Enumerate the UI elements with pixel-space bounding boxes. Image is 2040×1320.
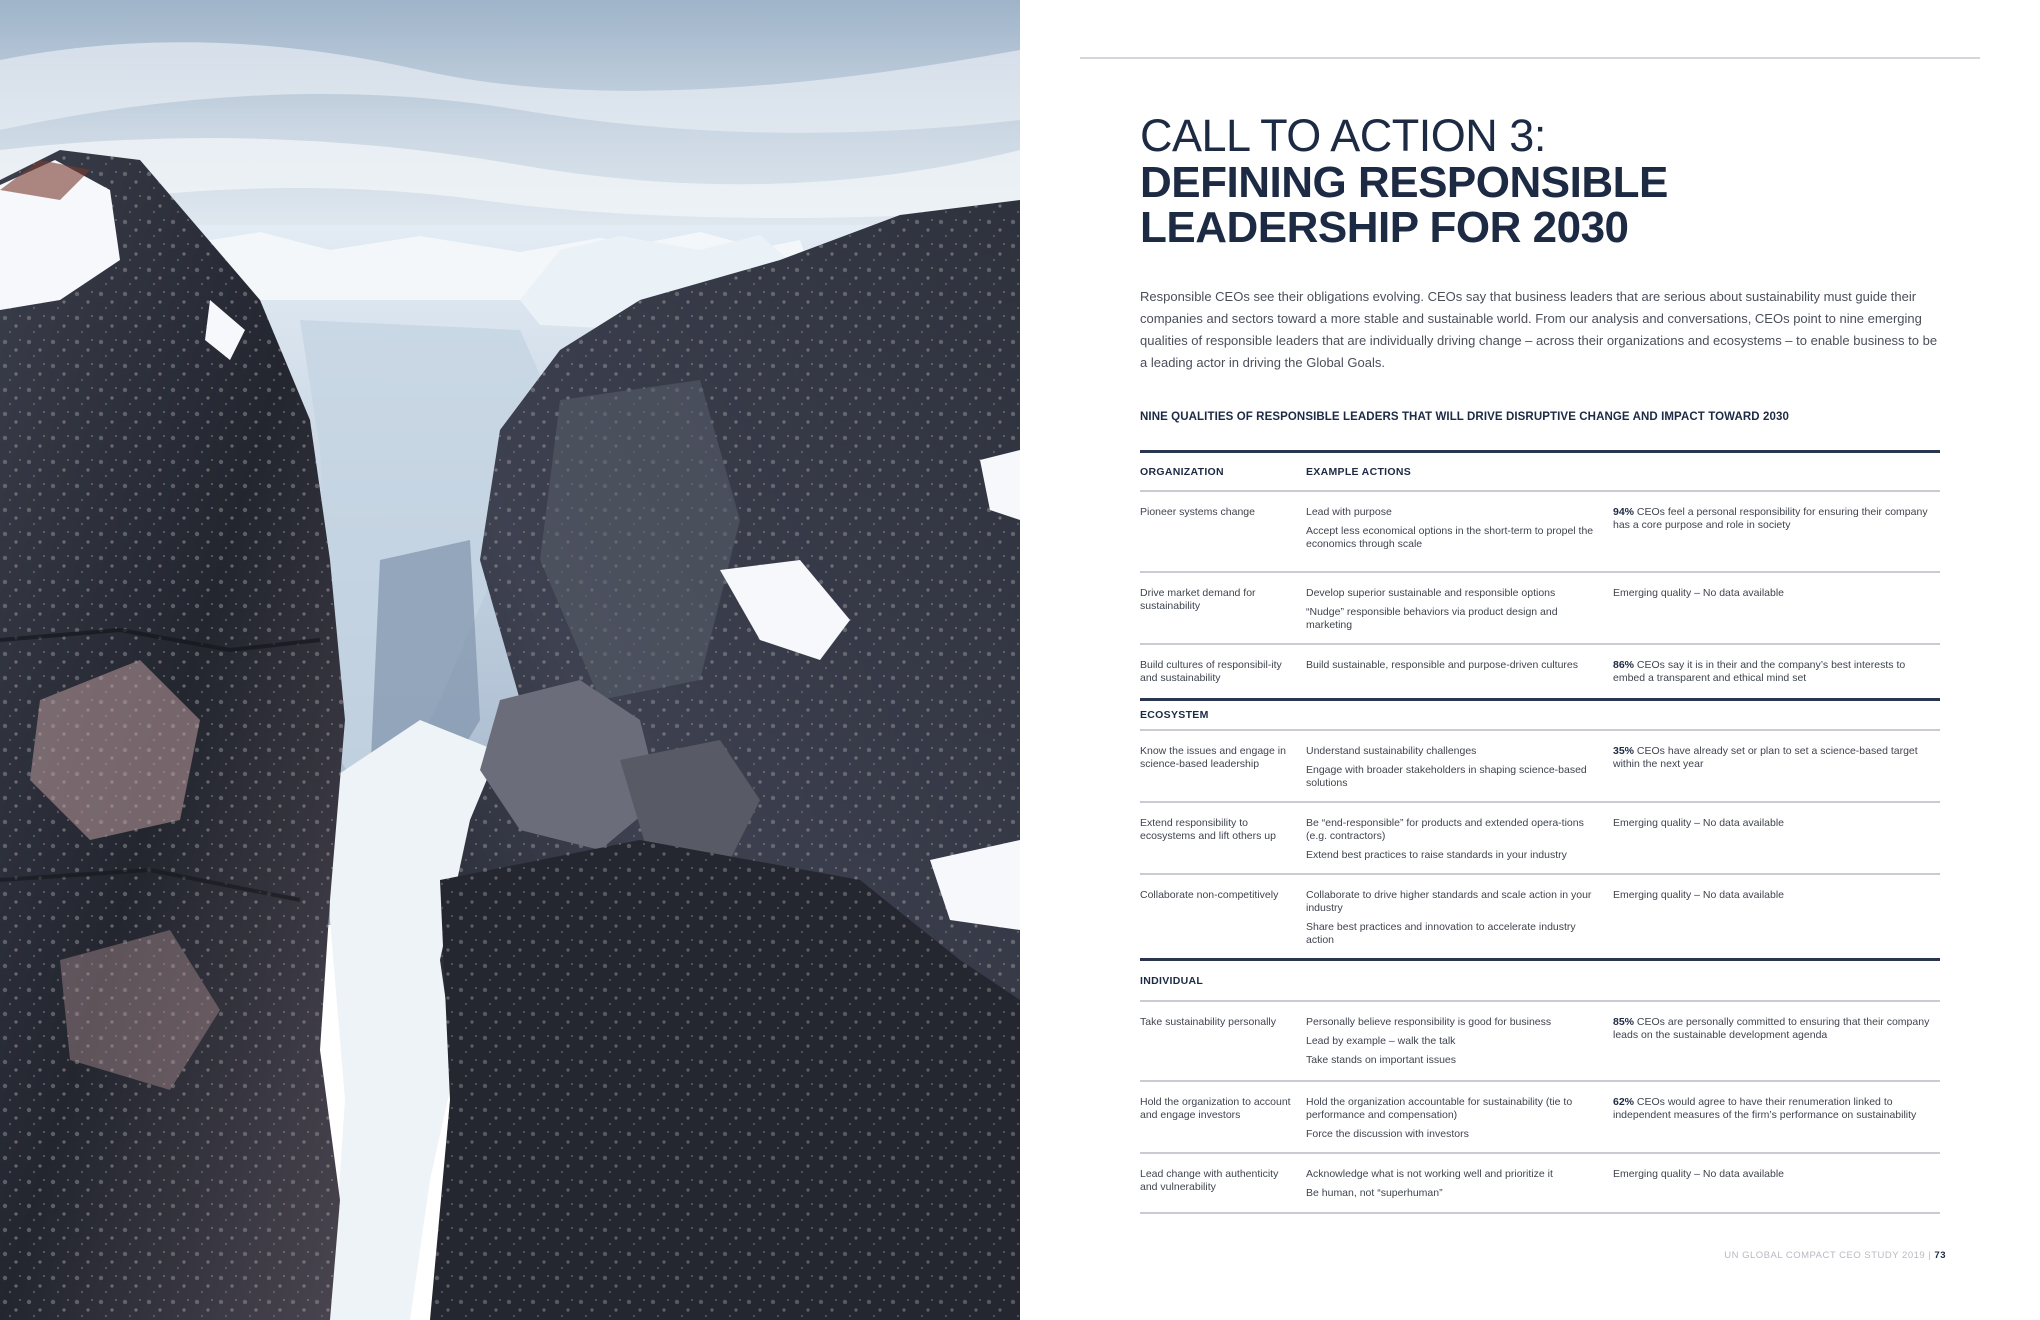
intro-paragraph: Responsible CEOs see their obligations evolving. CEOs say that business leaders that are serious about sustainability must guide their companies and sectors toward a more stable and sustainable world. From our analysis and conversations, CEOs point to nine emerging qualities of responsible leaders that are individually driving change – across their organizations and ecosystems – to enable business to be a leading actor in driving the Global Goals. — [1140, 289, 1938, 370]
actions-cell — [1306, 803, 1613, 862]
section-heading-ecosystem — [1140, 701, 1940, 729]
quality-cell: Take sustainability personally — [1140, 1016, 1276, 1028]
stat-value: 94% — [1613, 506, 1635, 518]
action-item: Engage with broader stakeholders in shaping science-based solutions — [1306, 764, 1587, 789]
table-row — [1140, 645, 1940, 698]
actions-cell — [1306, 731, 1613, 790]
action-item: Be “end-responsible” for products and extended opera-tions (e.g. contractors) — [1306, 817, 1584, 842]
actions-cell — [1306, 1002, 1613, 1067]
quality-cell: Hold the organization to account and engage investors — [1140, 1096, 1291, 1121]
publication-name: UN GLOBAL COMPACT CEO STUDY 2019 — [1724, 1250, 1926, 1261]
stat-text: CEOs would agree to have their renumeration linked to independent measures of the firm’s performance on sustainability — [1613, 1096, 1917, 1121]
stat-cell — [1613, 731, 1940, 771]
action-item: Lead with purpose — [1306, 506, 1392, 518]
quality-cell: Extend responsibility to ecosystems and lift others up — [1140, 817, 1276, 842]
quality-cell: Drive market demand for sustainability — [1140, 587, 1256, 612]
actions-cell — [1306, 645, 1613, 672]
section-label: ECOSYSTEM — [1140, 709, 1209, 721]
stat-cell — [1613, 803, 1940, 830]
actions-cell — [1306, 573, 1613, 632]
action-item: Collaborate to drive higher standards and scale action in your industry — [1306, 889, 1592, 914]
table-row — [1140, 1082, 1940, 1152]
table-row — [1140, 875, 1940, 958]
heading-title-line1: DEFINING RESPONSIBLE — [1140, 158, 1668, 207]
stat-value: 62% — [1613, 1096, 1635, 1108]
actions-cell — [1306, 1082, 1613, 1141]
stat-text: CEOs have already set or plan to set a science-based target within the next year — [1613, 745, 1918, 770]
table-header-row — [1140, 453, 1940, 490]
footer-separator: | — [1925, 1250, 1935, 1261]
stat-text: Emerging quality – No data available — [1613, 889, 1785, 901]
table-rule — [1140, 1212, 1940, 1214]
header-example-actions: EXAMPLE ACTIONS — [1306, 465, 1412, 478]
stat-cell — [1613, 1002, 1940, 1042]
stat-value: 86% — [1613, 659, 1635, 671]
action-item: Understand sustainability challenges — [1306, 745, 1477, 757]
action-item: Hold the organization accountable for sustainability (tie to performance and compensation) — [1306, 1096, 1573, 1121]
stat-cell — [1613, 1082, 1940, 1122]
stat-text: CEOs are personally committed to ensuring that their company leads on the sustainable development agenda — [1613, 1016, 1930, 1041]
stat-text: CEOs say it is in their and the company’s best interests to embed a transparent and ethical mind set — [1613, 659, 1906, 684]
section-label: INDIVIDUAL — [1140, 974, 1204, 987]
stat-cell — [1613, 1154, 1940, 1181]
heading-title-line2: LEADERSHIP FOR 2030 — [1140, 203, 1629, 252]
quality-cell: Collaborate non-competitively — [1140, 889, 1279, 901]
stat-cell — [1613, 492, 1940, 532]
table-row — [1140, 731, 1940, 801]
stat-text: Emerging quality – No data available — [1613, 1168, 1785, 1180]
qualities-table — [1140, 450, 1940, 1214]
quality-cell: Know the issues and engage in science-based leadership — [1140, 745, 1286, 770]
actions-cell — [1306, 492, 1613, 551]
action-item: “Nudge” responsible behaviors via product design and marketing — [1306, 606, 1558, 631]
stat-text: Emerging quality – No data available — [1613, 587, 1785, 599]
quality-cell: Pioneer systems change — [1140, 506, 1255, 518]
table-row — [1140, 1002, 1940, 1080]
action-item: Force the discussion with investors — [1306, 1128, 1469, 1140]
page-footer — [1724, 1250, 1946, 1261]
top-divider — [1080, 57, 1980, 59]
table-row — [1140, 803, 1940, 873]
stat-text: CEOs feel a personal responsibility for ensuring their company has a core purpose and role in society — [1613, 506, 1928, 531]
table-title: NINE QUALITIES OF RESPONSIBLE LEADERS THAT WILL DRIVE DISRUPTIVE CHANGE AND IMPACT TOWARD 2030 — [1140, 411, 1789, 423]
action-item: Be human, not “superhuman” — [1306, 1187, 1443, 1199]
page-number: 73 — [1934, 1250, 1946, 1261]
table-row — [1140, 492, 1940, 571]
action-item: Accept less economical options in the short-term to propel the economics through scale — [1306, 525, 1594, 550]
stat-cell — [1613, 645, 1940, 685]
report-page — [1020, 0, 2040, 1320]
action-item: Build sustainable, responsible and purpose-driven cultures — [1306, 659, 1578, 671]
stat-value: 85% — [1613, 1016, 1635, 1028]
stat-text: Emerging quality – No data available — [1613, 817, 1785, 829]
stat-cell — [1613, 875, 1940, 902]
stat-cell — [1613, 573, 1940, 600]
action-item: Personally believe responsibility is good for business — [1306, 1016, 1552, 1028]
action-item: Extend best practices to raise standards in your industry — [1306, 849, 1567, 861]
table-row — [1140, 1154, 1940, 1212]
action-item: Acknowledge what is not working well and prioritize it — [1306, 1168, 1553, 1180]
quality-cell: Build cultures of responsibil-ity and sustainability — [1140, 659, 1282, 684]
action-item: Develop superior sustainable and responsible options — [1306, 587, 1556, 599]
action-item: Lead by example – walk the talk — [1306, 1035, 1456, 1047]
quality-cell: Lead change with authenticity and vulnerability — [1140, 1168, 1279, 1193]
page-heading — [1140, 112, 1940, 250]
actions-cell — [1306, 1154, 1613, 1200]
heading-kicker: CALL TO ACTION 3: — [1140, 110, 1546, 161]
header-organization: ORGANIZATION — [1140, 465, 1224, 478]
stat-value: 35% — [1613, 745, 1635, 757]
section-heading-individual — [1140, 961, 1940, 1000]
action-item: Share best practices and innovation to accelerate industry action — [1306, 921, 1576, 946]
actions-cell — [1306, 875, 1613, 947]
table-row — [1140, 573, 1940, 643]
action-item: Take stands on important issues — [1306, 1054, 1456, 1066]
